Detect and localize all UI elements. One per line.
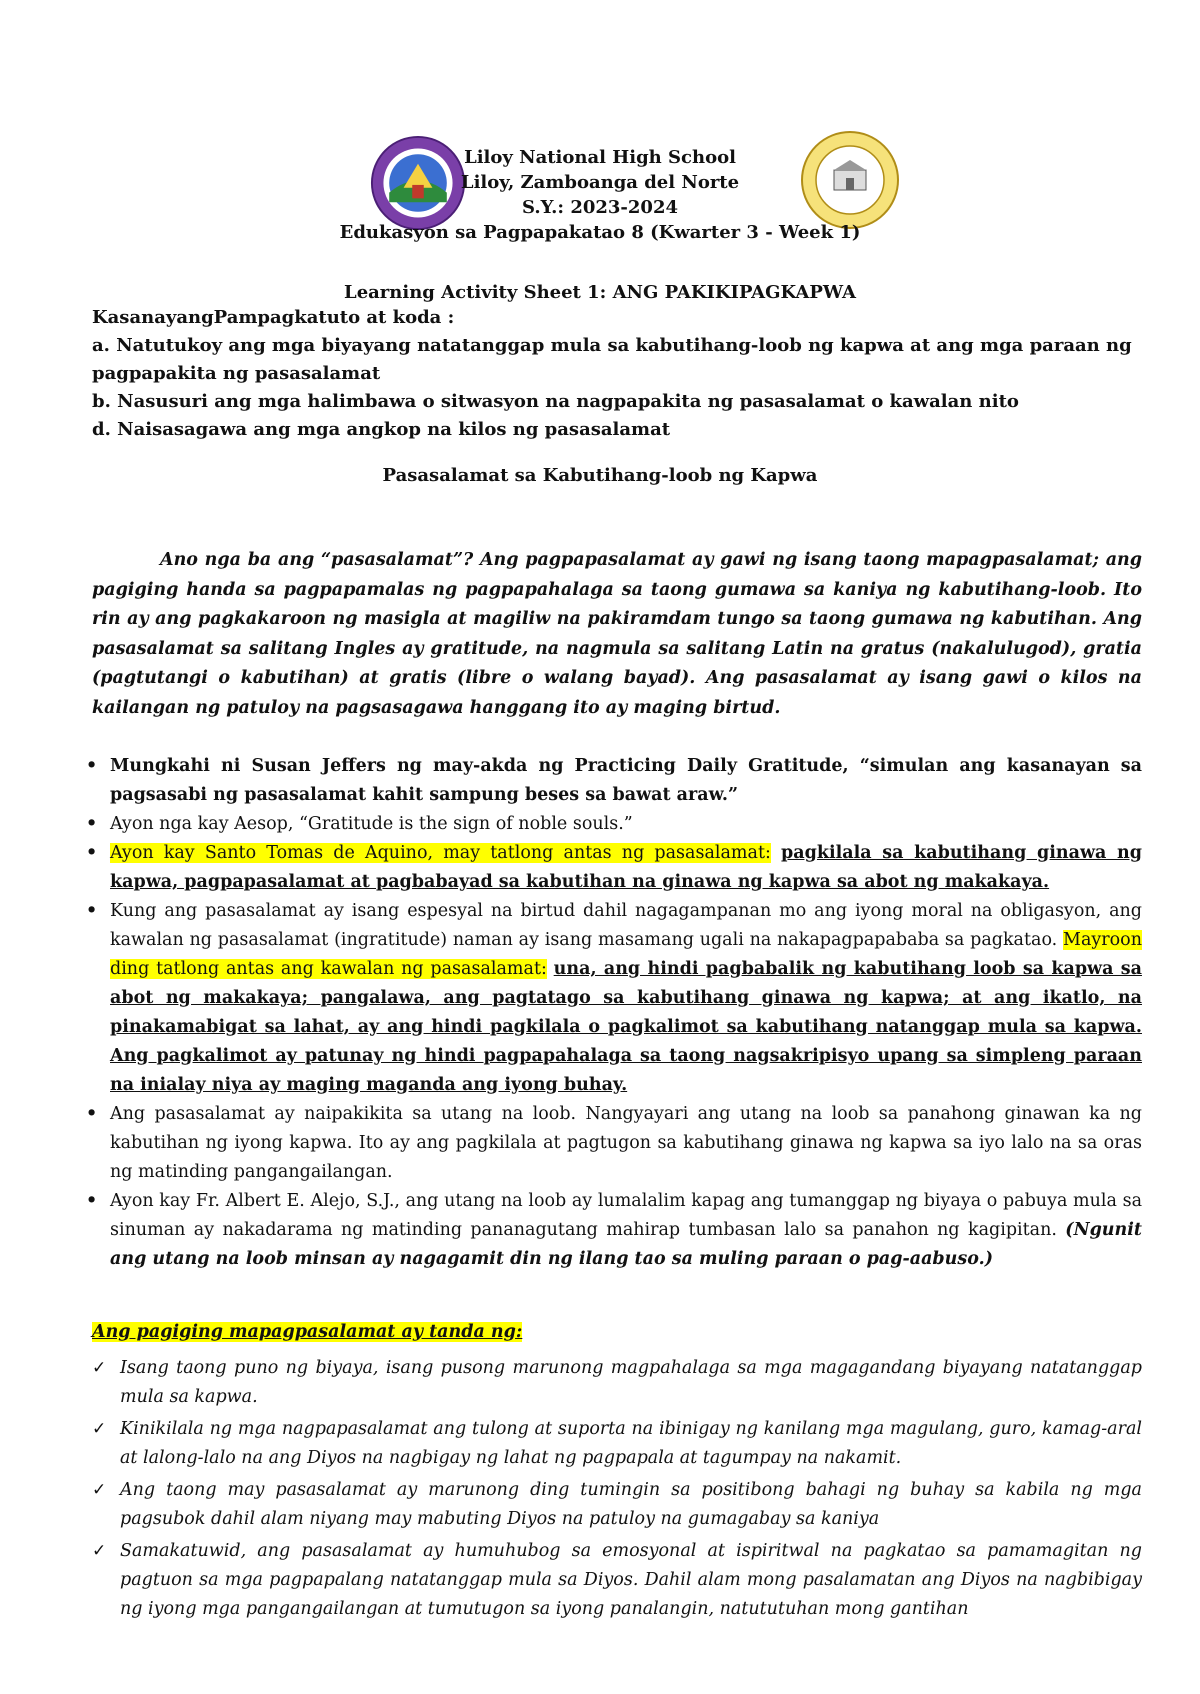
intro-paragraph [92, 546, 1142, 723]
list-item [92, 1537, 1142, 1624]
sign-text: Isang taong puno ng biyaya, isang pusong marunong magpahalaga sa mga magagandang biyayang natatanggap mula sa kapwa. [120, 1358, 1142, 1407]
bullet-icon: • [86, 1104, 98, 1124]
italic-note: (Ngunit ang utang na loob minsan ay nagagamit din ng ilang tao sa muling paraan o pag-aabuso.) [110, 1220, 1142, 1269]
bullet-icon: • [86, 756, 98, 776]
underlined-text: pagkilala sa kabutihang ginawa ng kapwa, pagpapasalamat at pagbabayad sa kabutihan na ginawa ng kapwa sa abot ng makakaya. [110, 843, 1142, 892]
school-header [0, 145, 1200, 245]
list-item [92, 1415, 1142, 1473]
check-icon: ✓ [92, 1419, 107, 1439]
school-name: Liloy National High School [464, 147, 736, 168]
list-item [82, 1100, 1142, 1187]
sign-text: Ang taong may pasasalamat ay marunong ding tumingin sa positibong bahagi ng buhay sa kabila ng mga pagsubok dahil alam niyang may mabuting Diyos na patuloy na gumagabay sa kaniya [120, 1480, 1142, 1529]
check-icon: ✓ [92, 1358, 107, 1378]
sign-text: Kinikilala ng mga nagpapasalamat ang tulong at suporta na ibinigay ng kanilang mga magulang, guro, kamag-aral at lalong-lalo na ang Diyos na nagbigay ng lahat ng pagpapala at tagumpay na nakamit. [120, 1419, 1142, 1468]
check-icon: ✓ [92, 1541, 107, 1561]
competency-item: b. Nasusuri ang mga halimbawa o sitwasyon na nagpapakita ng pasasalamat o kawalan nito [92, 391, 1019, 412]
sign-text: Samakatuwid, ang pasasalamat ay humuhubog sa emosyonal at ispiritwal na pagkatao sa pamamagitan ng pagtuon sa mga pagpapalang natatanggap mula sa Diyos. Dahil alam mong pasalamatan ang Diyos na nagbibigay ng iyong mga pangangailangan at tumutugon sa iyong panalangin, natututuhan mong gantihan [120, 1541, 1142, 1619]
competency-item: d. Naisasagawa ang mga angkop na kilos ng pasasalamat [92, 419, 671, 440]
list-item [82, 897, 1142, 1100]
underlined-text: una, ang hindi pagbabalik ng kabutihang loob sa kapwa sa abot ng makakaya; pangalawa, ang pagtatago sa kabutihang ginawa ng kapwa; at ang ikatlo, na pinakamabigat sa lahat, ay ang hindi pagkilala o pagkalimot sa kabutihang natanggap mula sa kapwa. Ang pagkalimot ay patunay ng hindi pagpapahalaga sa taong nagsakripisyo upang sa simpleng paraan na inialay niya ay maging maganda ang iyong buhay. [110, 959, 1142, 1095]
activity-title: Learning Activity Sheet 1: ANG PAKIKIPAGKAPWA [344, 282, 856, 303]
list-item [82, 810, 1142, 839]
check-icon: ✓ [92, 1480, 107, 1500]
signs-title-text: Ang pagiging mapagpasalamat ay tanda ng: [92, 1322, 523, 1342]
subject-title: Edukasyon sa Pagpapakatao 8 (Kwarter 3 - Week 1) [339, 222, 861, 243]
list-item [92, 1354, 1142, 1412]
list-item [82, 839, 1142, 897]
list-item [82, 1187, 1142, 1274]
bullet-text: Ang pasasalamat ay naipakikita sa utang na loob. Nangyayari ang utang na loob sa panahong ginawan ka ng kabutihan ng iyong kapwa. Ito ay ang pagkilala at pagtugon sa kabutihang ginawa ng kapwa sa iyo lalo na sa oras ng matinding pangangailangan. [110, 1104, 1142, 1182]
school-address: Liloy, Zamboanga del Norte [460, 172, 740, 193]
bullet-icon: • [86, 843, 98, 863]
section-title: Pasasalamat sa Kabutihang-loob ng Kapwa [382, 465, 818, 486]
bullet-icon: • [86, 901, 98, 921]
signs-title [92, 1322, 522, 1342]
highlighted-text: Mayroon ding tatlong antas ang kawalan ng pasasalamat: [110, 930, 1142, 979]
highlighted-text: Ayon kay Santo Tomas de Aquino, may tatlong antas ng pasasalamat: [110, 843, 771, 863]
signs-list [92, 1354, 1142, 1627]
competencies-label: KasanayangPampagkatuto at koda : [92, 307, 455, 328]
key-points-list [82, 752, 1142, 1274]
list-item [82, 752, 1142, 810]
bullet-icon: • [86, 1191, 98, 1211]
bullet-text: Ayon kay Fr. Albert E. Alejo, S.J., ang utang na loob ay lumalalim kapag ang tumanggap ng biyaya o pabuya mula sa sinuman ay nakadarama ng matinding pananagutang mahirap tumbasan lalo sa panahon ng kagipitan. [110, 1191, 1142, 1240]
bullet-text: Kung ang pasasalamat ay isang espesyal na birtud dahil nagagampanan mo ang iyong moral na obligasyon, ang kawalan ng pasasalamat (ingratitude) naman ay isang masamang ugali na nakapagpapababa sa pagkatao. [110, 901, 1142, 950]
bullet-icon: • [86, 814, 98, 834]
intro-text: Ano nga ba ang “pasasalamat”? Ang pagpapasalamat ay gawi ng isang taong mapagpasalamat; ang pagiging handa sa pagpapamalas ng pagpapahalaga sa taong gumawa sa kaniya ng kabutihang-loob. Ito rin ay ang pagkakaroon ng masigla at magiliw na pakiramdam tungo sa taong gumawa ng kabutihan. Ang pasasalamat sa salitang Ingles ay gratitude, na nagmula sa salitang Latin na gratus (nakalulugod), gratia (pagtutangi o kabutihan) at gratis (libre o walang bayad). Ang pasasalamat ay isang gawi o kilos na kailangan ng patuloy na pagsasagawa hanggang ito ay maging birtud. [92, 550, 1142, 718]
bullet-text: Mungkahi ni Susan Jeffers ng may-akda ng Practicing Daily Gratitude, “simulan ang kasanayan sa pagsasabi ng pasasalamat kahit sampung beses sa bawat araw.” [110, 756, 1142, 805]
list-item [92, 1476, 1142, 1534]
school-year: S.Y.: 2023-2024 [522, 197, 678, 218]
bullet-text: Ayon nga kay Aesop, “Gratitude is the sign of noble souls.” [110, 814, 633, 834]
competency-item: a. Natutukoy ang mga biyayang natatanggap mula sa kabutihang-loob ng kapwa at ang mga paraan ng pagpapakita ng pasasalamat [92, 335, 1132, 384]
competencies-block [92, 304, 1142, 444]
